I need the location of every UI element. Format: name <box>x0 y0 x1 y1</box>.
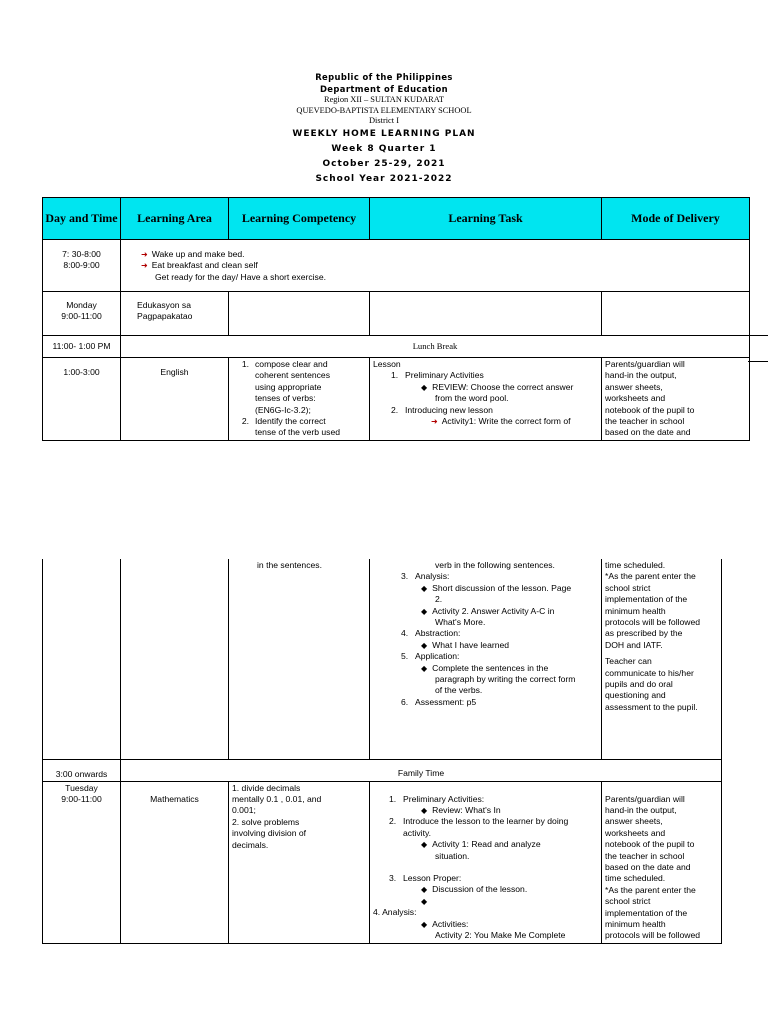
competency-list: 1. compose clear and coherent sentences using appropriate tenses of verbs: (EN6G-Ic-3.2); 2. Identify the correct tense of the verb used <box>229 358 370 441</box>
learning-area: English <box>121 358 229 441</box>
diamond-bullet-icon: ◆ <box>421 885 428 895</box>
delivery-text: Parents/guardian will hand-in the output, answer sheets, worksheets and notebook of the pupil to the teacher in school based on the date and time scheduled. *As the parent enter the school strict implementation of the minimum health protocols will be followed <box>602 781 722 943</box>
school-year-line: School Year 2021-2022 <box>315 173 453 184</box>
arrow-bullet-icon: ➜ <box>141 261 148 271</box>
task-list-continued: verb in the following sentences. 3. Analysis: ◆ Short discussion of the lesson. Page 2. ◆ Activity 2. Answer Activity A-C in What's More. 4. Abstraction: ◆ What I have learned 5. Application: ◆ Complete the sentences in the paragraph by writing the correct form of the verbs. 6. Assessment: p5 <box>370 559 602 759</box>
competency-continued: in the sentences. <box>229 559 370 759</box>
diamond-bullet-icon: ◆ <box>421 382 428 392</box>
header-learning-competency: Learning Competency <box>229 198 370 240</box>
header-learning-area: Learning Area <box>121 198 229 240</box>
competency-list: 1. divide decimals mentally 0.1 , 0.01, and 0.001; 2. solve problems involving division of decimals. <box>229 781 370 943</box>
diamond-bullet-icon: ◆ <box>421 840 428 850</box>
time-label: 9:00-11:00 <box>61 793 102 804</box>
learning-area: Edukasyon sa <box>137 300 191 310</box>
department-line: Department of Education <box>319 84 449 94</box>
learning-area: Mathematics <box>121 781 229 943</box>
diamond-bullet-icon: ◆ <box>421 606 428 616</box>
diamond-bullet-icon: ◆ <box>421 805 428 815</box>
diamond-bullet-icon: ◆ <box>421 663 428 673</box>
time-label: 1:00-3:00 <box>43 358 121 441</box>
day-label: Tuesday <box>65 782 98 793</box>
dates-line: October 25-29, 2021 <box>322 158 446 169</box>
diamond-bullet-icon: ◆ <box>421 896 428 906</box>
school-line: QUEVEDO-BAPTISTA ELEMENTARY SCHOOL <box>296 105 472 115</box>
day-label: Monday <box>66 300 97 310</box>
english-row <box>43 358 750 441</box>
district-line: District I <box>368 116 399 125</box>
region-line: Region XII – SULTAN KUDARAT <box>324 95 444 104</box>
learning-area: Pagpapakatao <box>137 311 193 322</box>
time-label: 8:00-9:00 <box>63 260 100 271</box>
diamond-bullet-icon: ◆ <box>421 583 428 593</box>
time-label: 9:00-11:00 <box>61 311 102 322</box>
time-label: 11:00- 1:00 PM <box>43 336 121 358</box>
table-edge-line <box>748 335 768 336</box>
plan-title: WEEKLY HOME LEARNING PLAN <box>292 128 476 139</box>
table-edge-line <box>748 361 768 362</box>
routine-item: Get ready for the day/ Have a short exercise. <box>155 271 327 282</box>
english-continued-row <box>43 559 722 759</box>
header-mode-of-delivery: Mode of Delivery <box>602 198 750 240</box>
plan-table-page1 <box>42 197 750 441</box>
header-learning-task: Learning Task <box>370 198 602 240</box>
delivery-text-continued: time scheduled. *As the parent enter the school strict implementation of the minimum health protocols will be followed as prescribed by the DOH and IATF. Teacher can communicate to his/her pupils and do oral questioning and assessment to the pupil. <box>602 559 722 759</box>
monday-row <box>43 292 750 336</box>
diamond-bullet-icon: ◆ <box>421 640 428 650</box>
republic-line: Republic of the Philippines <box>315 72 453 82</box>
lunch-row <box>43 336 750 358</box>
task-list: Lesson 1. Preliminary Activities ◆ REVIEW: Choose the correct answer from the word pool. 2. Introducing new lesson ➜ Activity1: Write the correct form of <box>370 358 602 441</box>
week-line: Week 8 Quarter 1 <box>331 143 437 154</box>
document-header <box>0 71 768 187</box>
time-label: 7: 30-8:00 <box>62 249 101 259</box>
arrow-bullet-icon: ➜ <box>141 250 148 259</box>
routine-item: Wake up and make bed. <box>151 249 245 259</box>
routine-item: Eat breakfast and clean self <box>151 260 258 271</box>
plan-table-page2 <box>42 559 722 944</box>
arrow-bullet-icon: ➜ <box>431 417 438 427</box>
family-time-row <box>43 759 722 781</box>
diamond-bullet-icon: ◆ <box>421 919 428 929</box>
family-time-label: Family Time <box>121 759 722 781</box>
morning-row <box>43 240 750 292</box>
delivery-text: Parents/guardian will hand-in the output, answer sheets, worksheets and notebook of the pupil to the teacher in school based on the date and <box>602 358 750 441</box>
time-label: 3:00 onwards <box>43 759 121 781</box>
tuesday-row <box>43 781 722 943</box>
lunch-break-label: Lunch Break <box>121 336 750 358</box>
header-day-time: Day and Time <box>43 198 121 240</box>
task-list: 1. Preliminary Activities: ◆ Review: What's In 2. Introduce the lesson to the learner by doing activity. ◆ Activity 1: Read and analyze situation. 3. Lesson Proper: ◆ Discussion of the lesson. ◆ 4. Analysis: ◆ Activities: Activity 2: You Make Me Complete <box>370 781 602 943</box>
